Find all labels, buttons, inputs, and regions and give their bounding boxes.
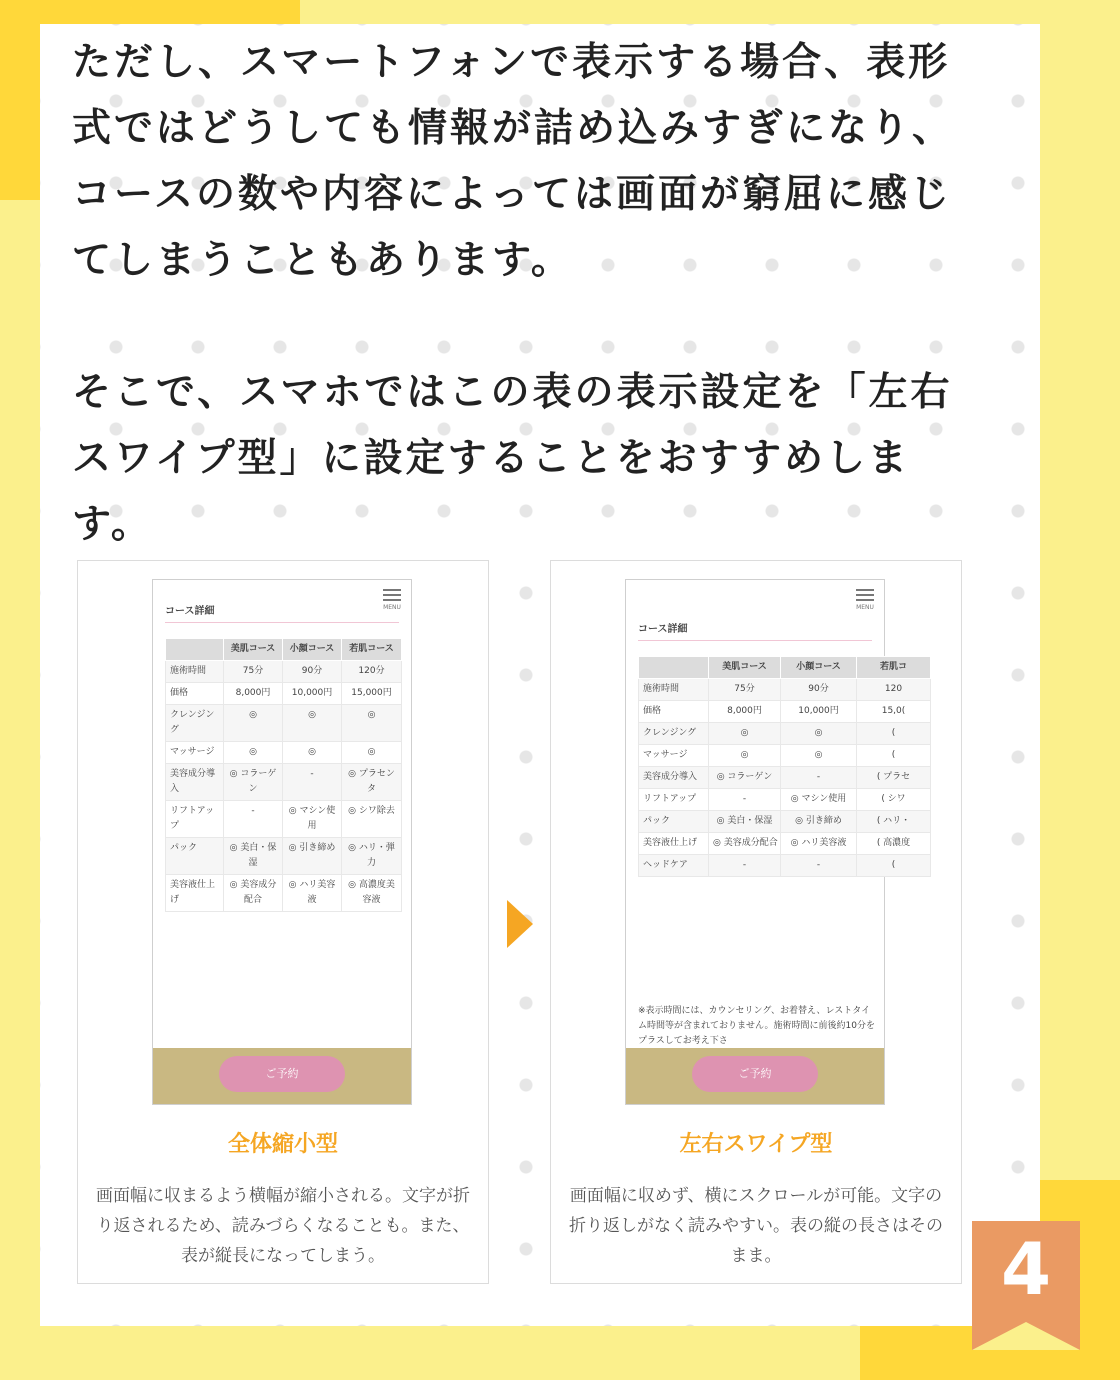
panel-description: 画面幅に収めず、横にスクロールが可能。文字の折り返しがなく読みやすい。表の縦の長さはそのまま。 — [569, 1186, 943, 1266]
table-header-row — [166, 639, 402, 661]
table-header-cell — [166, 639, 224, 661]
table-cell: ◎ — [224, 705, 283, 742]
table-cell: ( ハリ・ — [857, 811, 931, 833]
note-text: ※表示時間には、カウンセリング、お着替え、レストタイム時間等が含まれておりません。施術時間に前後約10分をプラスしてお考え下さ — [638, 1006, 875, 1046]
table-cell: ◎ — [342, 705, 402, 742]
row-label-cell: クレンジング — [166, 705, 224, 742]
table-cell: ◎ シワ除去 — [342, 801, 402, 838]
table-cell: ◎ — [781, 723, 857, 745]
reserve-footer — [626, 1048, 884, 1104]
table-cell: ◎ マシン使用 — [283, 801, 342, 838]
course-table-shrink — [165, 638, 402, 912]
phone-screenshot-shrink — [152, 579, 412, 1105]
table-cell: 90分 — [283, 661, 342, 683]
panel-caption: 全体縮小型 — [227, 1132, 338, 1157]
table-cell: - — [709, 789, 781, 811]
table-header-cell: 若肌コース — [342, 639, 402, 661]
table-header-cell: 小顔コース — [283, 639, 342, 661]
menu-icon[interactable] — [381, 586, 403, 611]
row-label-cell: 価格 — [166, 683, 224, 705]
table-cell: 120分 — [342, 661, 402, 683]
table-cell: ◎ — [781, 745, 857, 767]
table-cell: - — [781, 767, 857, 789]
reserve-footer — [153, 1048, 411, 1104]
row-label-cell: 施術時間 — [639, 679, 709, 701]
row-label-cell: マッサージ — [639, 745, 709, 767]
table-cell: ◎ コラーゲン — [709, 767, 781, 789]
table-row — [639, 745, 931, 767]
table-cell: ( — [857, 745, 931, 767]
menu-label: MENU — [856, 604, 874, 611]
table-cell: ( シワ — [857, 789, 931, 811]
table-cell: 75分 — [224, 661, 283, 683]
table-cell: ( — [857, 723, 931, 745]
table-cell: ◎ — [342, 742, 402, 764]
table-cell: ◎ ハリ美容液 — [283, 875, 342, 912]
intro-paragraph: ただし、スマートフォンで表示する場合、表形 式ではどうしても情報が詰め込みすぎになり、 コースの数や内容によっては画面が窮屈に感じ てしまうこともあります。 — [72, 40, 955, 283]
table-cell: 15,0( — [857, 701, 931, 723]
table-row — [639, 789, 931, 811]
table-cell: ◎ — [283, 742, 342, 764]
table-row — [166, 742, 402, 764]
arrow-right-icon — [507, 900, 533, 948]
table-cell: 90分 — [781, 679, 857, 701]
table-cell: ◎ ハリ美容液 — [781, 833, 857, 855]
row-label-cell: 価格 — [639, 701, 709, 723]
row-label-cell: 美容液仕上げ — [166, 875, 224, 912]
course-table-swipe — [638, 656, 931, 877]
table-cell: ( プラセ — [857, 767, 931, 789]
table-cell: ◎ マシン使用 — [781, 789, 857, 811]
phone-screenshot-swipe — [625, 579, 911, 1105]
table-cell: ( — [857, 855, 931, 877]
table-cell: 15,000円 — [342, 683, 402, 705]
table-cell: ◎ 引き締め — [283, 838, 342, 875]
table-cell: ◎ 高濃度美容液 — [342, 875, 402, 912]
table-cell: 8,000円 — [709, 701, 781, 723]
table-cell: ◎ — [224, 742, 283, 764]
table-cell: ◎ ハリ・弾力 — [342, 838, 402, 875]
table-row — [166, 661, 402, 683]
table-header-cell — [639, 657, 709, 679]
table-row — [639, 811, 931, 833]
panel-caption: 左右スワイプ型 — [679, 1132, 833, 1157]
row-label-cell: 美容液仕上げ — [639, 833, 709, 855]
table-cell: - — [709, 855, 781, 877]
menu-icon[interactable] — [854, 586, 876, 611]
table-cell: - — [283, 764, 342, 801]
row-label-cell: リフトアップ — [639, 789, 709, 811]
table-cell: ◎ 美白・保湿 — [224, 838, 283, 875]
table-row — [639, 723, 931, 745]
table-cell: ◎ プラセンタ — [342, 764, 402, 801]
row-label-cell: ヘッドケア — [639, 855, 709, 877]
row-label-cell: 美容成分導入 — [639, 767, 709, 789]
table-cell: ◎ 美白・保湿 — [709, 811, 781, 833]
table-row — [639, 855, 931, 877]
reserve-button[interactable]: ご予約 — [219, 1056, 345, 1092]
table-cell: ◎ — [709, 745, 781, 767]
table-cell: ◎ 美容成分配合 — [224, 875, 283, 912]
row-label-cell: パック — [166, 838, 224, 875]
course-detail-heading: コース詳細 — [638, 624, 688, 635]
table-header-cell: 美肌コース — [224, 639, 283, 661]
row-label-cell: 美容成分導入 — [166, 764, 224, 801]
table-cell: ◎ コラーゲン — [224, 764, 283, 801]
row-label-cell: パック — [639, 811, 709, 833]
table-row — [166, 683, 402, 705]
table-cell: - — [224, 801, 283, 838]
table-cell: - — [781, 855, 857, 877]
heading-divider — [165, 622, 399, 623]
table-cell: 120 — [857, 679, 931, 701]
table-cell: ( 高濃度 — [857, 833, 931, 855]
table-cell: 10,000円 — [283, 683, 342, 705]
table-header-row — [639, 657, 931, 679]
table-header-cell: 若肌コ — [857, 657, 931, 679]
table-cell: 10,000円 — [781, 701, 857, 723]
recommendation-paragraph: そこで、スマホではこの表の表示設定を「左右 スワイプ型」に設定することをおすすめしま す。 — [72, 370, 953, 547]
ribbon-notch — [972, 1322, 1080, 1350]
table-row — [639, 833, 931, 855]
row-label-cell: クレンジング — [639, 723, 709, 745]
table-cell: ◎ 美容成分配合 — [709, 833, 781, 855]
reserve-button[interactable]: ご予約 — [692, 1056, 818, 1092]
table-cell: 8,000円 — [224, 683, 283, 705]
menu-label: MENU — [383, 604, 401, 611]
table-row — [166, 705, 402, 742]
table-cell: ◎ 引き締め — [781, 811, 857, 833]
heading-divider — [638, 640, 872, 641]
row-label-cell: リフトアップ — [166, 801, 224, 838]
swipe-layout-panel — [550, 560, 962, 1284]
table-cell: 75分 — [709, 679, 781, 701]
course-detail-heading: コース詳細 — [165, 606, 215, 617]
table-cell: ◎ — [709, 723, 781, 745]
page-number-badge — [972, 1221, 1080, 1350]
panel-description: 画面幅に収まるよう横幅が縮小される。文字が折り返されるため、読みづらくなることも。また、表が縦長になってしまう。 — [96, 1186, 470, 1266]
table-row — [166, 875, 402, 912]
shrink-layout-panel — [77, 560, 489, 1284]
table-scroll-area[interactable] — [638, 656, 911, 966]
table-row — [166, 801, 402, 838]
table-row — [639, 679, 931, 701]
table-row — [639, 701, 931, 723]
table-cell: ◎ — [283, 705, 342, 742]
table-header-cell: 小顔コース — [781, 657, 857, 679]
table-header-cell: 美肌コース — [709, 657, 781, 679]
page-number: 4 — [1000, 1227, 1052, 1311]
row-label-cell: 施術時間 — [166, 661, 224, 683]
row-label-cell: マッサージ — [166, 742, 224, 764]
table-row — [166, 764, 402, 801]
table-row — [166, 838, 402, 875]
table-row — [639, 767, 931, 789]
